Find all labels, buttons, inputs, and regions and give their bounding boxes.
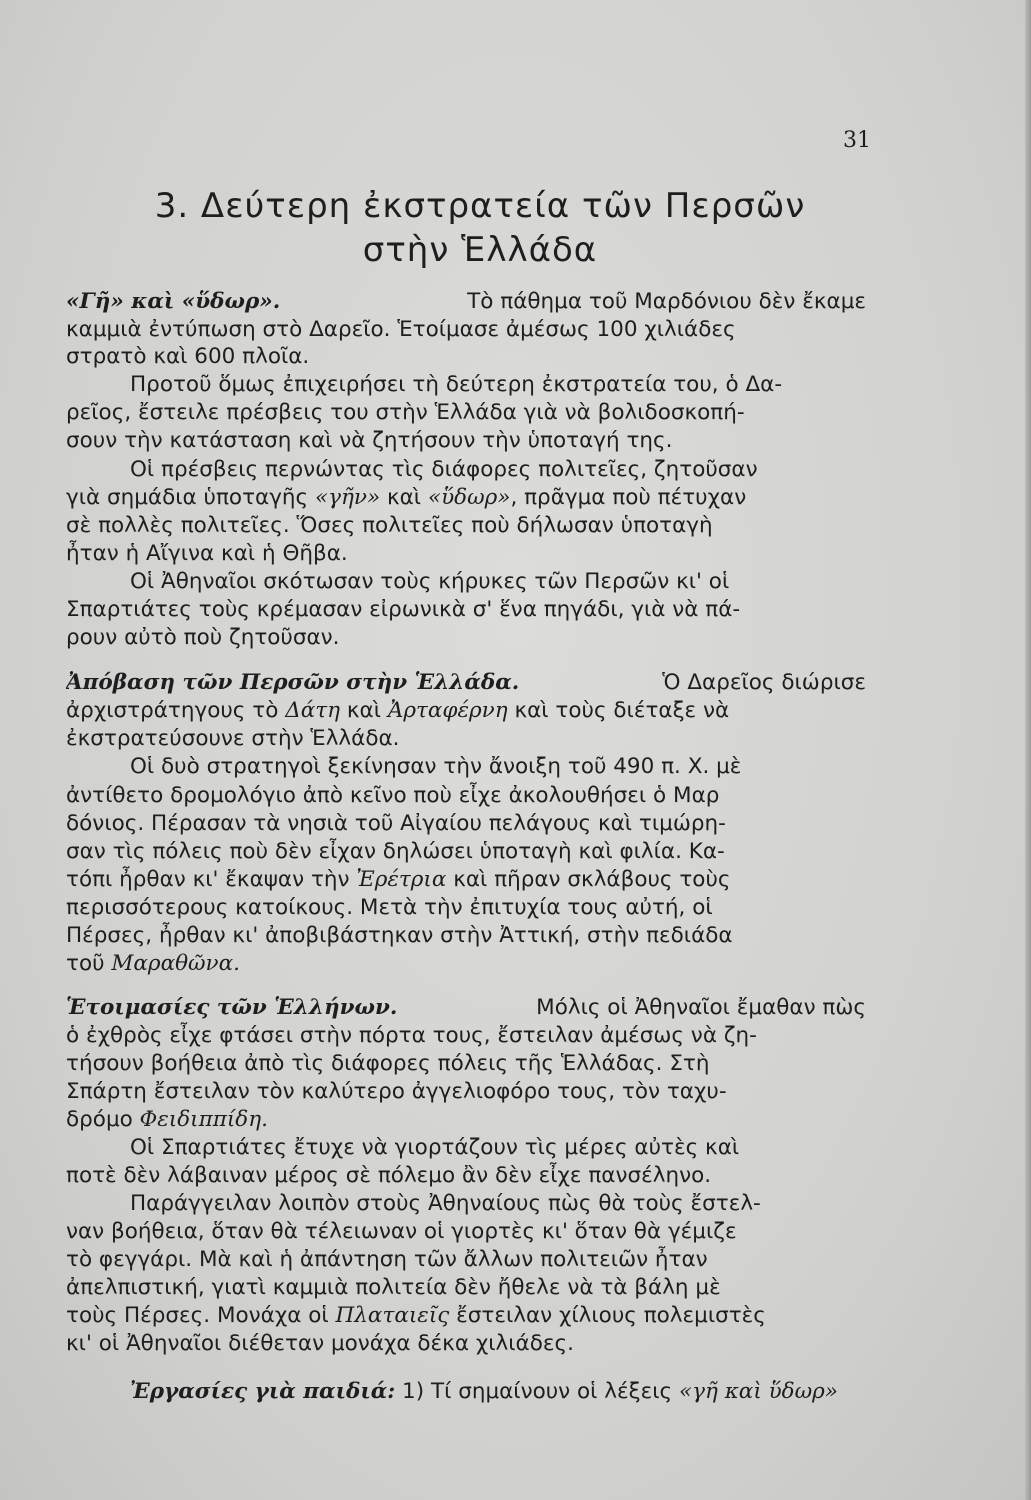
paragraph-line: τήσουν βοήθεια ἀπὸ τὶς διάφορες πόλεις τῆς Ἑλλάδας. Στὴ [66, 1051, 710, 1076]
paragraph-line: ναν βοήθεια, ὅταν θὰ τέλειωναν οἱ γιορτὲς κι' ὅταν θὰ γέμιζε [66, 1219, 737, 1244]
text-span: τοὺς Πέρσες. Μονάχα οἱ [66, 1303, 329, 1328]
paragraph-line: Οἱ δυὸ στρατηγοὶ ξεκίνησαν τὴν ἄνοιξη τοῦ 490 π. Χ. μὲ [130, 754, 742, 779]
italic-name: Ἐρέτρια [356, 867, 447, 892]
paragraph-line: Σπαρτιάτες τοὺς κρέμασαν εἰρωνικὰ σ' ἕνα πηγάδι, γιὰ νὰ πά- [66, 597, 741, 622]
text-span: γιὰ σημάδια ὑποταγῆς [66, 485, 309, 510]
text-span: καὶ [346, 698, 381, 723]
paragraph-line: ἀπελπιστική, γιατὶ καμμιὰ πολιτεία δὲν ἤθελε νὰ τὰ βάλη μὲ [66, 1275, 721, 1300]
exercises-line [66, 1378, 866, 1406]
paragraph-line: Πέρσες, ἦρθαν κι' ἀποβιβάστηκαν στὴν Ἀττική, στὴν πεδιάδα [66, 923, 733, 948]
paragraph-line: στρατὸ καὶ 600 πλοῖα. [66, 344, 310, 369]
paragraph-line: ἦταν ἡ Αἴγινα καὶ ἡ Θῆβα. [66, 541, 348, 566]
text-span: , πρᾶγμα ποὺ πέτυχαν [510, 485, 747, 510]
italic-term: «ὕδωρ» [427, 485, 511, 510]
paragraph-line: Οἱ πρέσβεις περνώντας τὶς διάφορες πολιτεῖες, ζητοῦσαν [130, 457, 758, 482]
italic-name: Φειδιππίδη. [139, 1107, 268, 1132]
paragraph-line [66, 866, 866, 894]
paragraph-line: τὸ φεγγάρι. Μὰ καὶ ἡ ἀπάντηση τῶν ἄλλων πολιτειῶν ἦταν [66, 1247, 708, 1272]
page-edge [1025, 0, 1031, 1500]
text-span: καὶ τοὺς διέταξε νὰ [514, 698, 730, 723]
exercises-heading: Ἐργασίες γιὰ παιδιά: [130, 1379, 396, 1404]
text-span: τοῦ [66, 951, 105, 976]
text-span: ἀρχιστράτηγους τὸ [66, 698, 279, 723]
text-span: δρόμο [66, 1107, 133, 1132]
chapter-title-line-1: 3. Δεύτερη ἐκστρατεία τῶν Περσῶν [154, 186, 806, 226]
paragraph-line: καμμιὰ ἐντύπωση στὸ Δαρεῖο. Ἑτοίμασε ἀμέσως 100 χιλιάδες [66, 317, 736, 342]
text-span: 1) Τί σημαίνουν οἱ λέξεις [402, 1379, 673, 1404]
paragraph-line: κι' οἱ Ἀθηναῖοι διέθεταν μονάχα δέκα χιλιάδες. [66, 1331, 574, 1356]
section-heading-persian-landing: Ἀπόβαση τῶν Περσῶν στὴν Ἑλλάδα. [66, 670, 520, 695]
italic-name: Μαραθῶνα. [111, 951, 240, 976]
text-span: Τὸ πάθημα τοῦ Μαρδόνιου δὲν ἔκαμε [467, 289, 866, 314]
paragraph-line [66, 697, 866, 725]
italic-term: «γῆν» [315, 485, 381, 510]
paragraph-line [66, 1106, 866, 1134]
paragraph-line: Οἱ Σπαρτιάτες ἔτυχε νὰ γιορτάζουν τὶς μέρες αὐτὲς καὶ [130, 1135, 740, 1160]
paragraph-line [66, 484, 866, 512]
paragraph-line: περισσότερους κατοίκους. Μετὰ τὴν ἐπιτυχία τους αὐτή, οἱ [66, 895, 713, 920]
paragraph-line: σαν τὶς πόλεις ποὺ δὲν εἶχαν δηλώσει ὑποταγὴ καὶ φιλία. Κα- [66, 839, 725, 864]
paragraph-line: σουν τὴν κατάσταση καὶ νὰ ζητήσουν τὴν ὑποταγή της. [66, 428, 673, 453]
paragraph-line: ἀντίθετο δρομολόγιο ἀπὸ κεῖνο ποὺ εἶχε ἀκολουθήσει ὁ Μαρ [66, 783, 720, 808]
paragraph-line [66, 994, 866, 1022]
chapter-title-line-2: στὴν Ἑλλάδα [362, 230, 598, 270]
page-number: 31 [843, 128, 871, 153]
paragraph-line [66, 288, 866, 316]
paragraph-line: Προτοῦ ὅμως ἐπιχειρήσει τὴ δεύτερη ἐκστρατεία του, ὁ Δα- [130, 372, 783, 397]
text-span: καὶ [386, 485, 422, 510]
text-span: τόπι ἦρθαν κι' ἔκαψαν τὴν [66, 867, 350, 892]
paragraph-line: ποτὲ δὲν λάβαιναν μέρος σὲ πόλεμο ἂν δὲν εἶχε πανσέληνο. [66, 1163, 712, 1188]
paragraph-line [66, 950, 866, 978]
paragraph-line: ρουν αὐτὸ ποὺ ζητοῦσαν. [66, 625, 340, 650]
section-heading-earth-water: «Γῆ» καὶ «ὕδωρ». [66, 289, 281, 314]
italic-name: Πλαταιεῖς [335, 1303, 450, 1328]
section-heading-greek-preparations: Ἑτοιμασίες τῶν Ἑλλήνων. [66, 995, 398, 1020]
italic-term: «γῆ καὶ ὕδωρ» [678, 1379, 838, 1404]
text-span: Ὁ Δαρεῖος διώρισε [662, 670, 866, 695]
paragraph-line: Σπάρτη ἔστειλαν τὸν καλύτερο ἀγγελιοφόρο τους, τὸν ταχυ- [66, 1079, 727, 1104]
paragraph-line [66, 1302, 866, 1330]
paragraph-line: σὲ πολλὲς πολιτεῖες. Ὅσες πολιτεῖες ποὺ δήλωσαν ὑποταγὴ [66, 513, 713, 538]
paragraph-line: ὁ ἐχθρὸς εἶχε φτάσει στὴν πόρτα τους, ἔστειλαν ἀμέσως νὰ ζη- [66, 1023, 757, 1048]
italic-name: Ἀρταφέρνη [387, 698, 508, 723]
paragraph-line: δόνιος. Πέρασαν τὰ νησιὰ τοῦ Αἰγαίου πελάγους καὶ τιμώρη- [66, 811, 726, 836]
paragraph-line: ἐκστρατεύσουνε στὴν Ἑλλάδα. [66, 726, 400, 751]
text-span: καὶ πῆραν σκλάβους τοὺς [453, 867, 731, 892]
paragraph-line [66, 669, 866, 697]
text-span: ἔστειλαν χίλιους πολεμιστὲς [456, 1303, 766, 1328]
paragraph-line: Παράγγειλαν λοιπὸν στοὺς Ἀθηναίους πὼς θὰ τοὺς ἔστελ- [130, 1191, 761, 1216]
text-span: Μόλις οἱ Ἀθηναῖοι ἔμαθαν πὼς [536, 995, 866, 1020]
paragraph-line: ρεῖος, ἔστειλε πρέσβεις του στὴν Ἑλλάδα γιὰ νὰ βολιδοσκοπή- [66, 400, 745, 425]
paragraph-line: Οἱ Ἀθηναῖοι σκότωσαν τοὺς κήρυκες τῶν Περσῶν κι' οἱ [130, 569, 730, 594]
italic-name: Δάτη [285, 698, 341, 723]
